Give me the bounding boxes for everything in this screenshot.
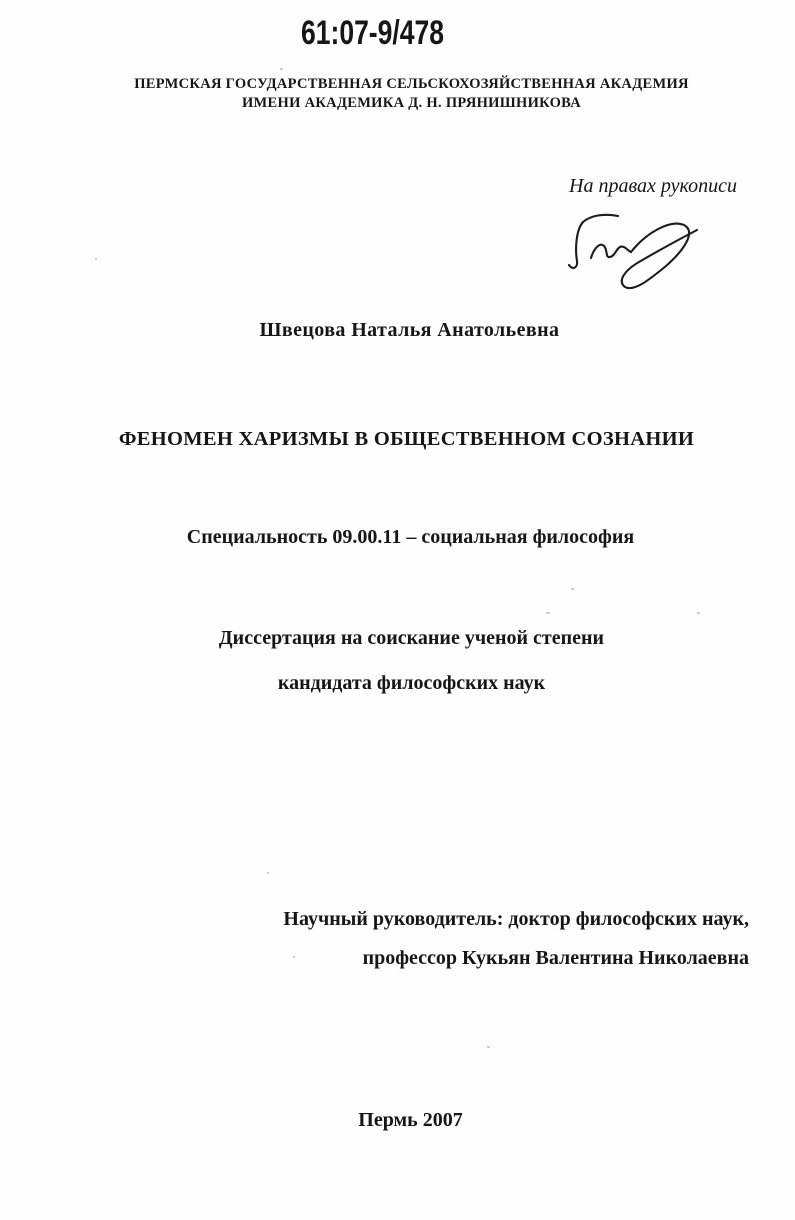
scan-artifact — [293, 956, 295, 958]
thesis-type-line-2: кандидата философских наук — [277, 672, 546, 694]
catalog-number: 61:07-9/478 — [300, 14, 445, 52]
supervisor-line-2: профессор Кукьян Валентина Николаевна — [362, 946, 749, 969]
author-name: Швецова Наталья Анатольевна — [259, 319, 560, 341]
manuscript-rights-note: На правах рукописи — [569, 175, 737, 197]
scan-artifact — [267, 872, 269, 874]
scan-artifact — [280, 68, 283, 70]
institution-header — [14, 75, 795, 112]
signature-icon — [550, 205, 740, 305]
thesis-type-block — [14, 616, 795, 706]
institution-line-1: ПЕРМСКАЯ ГОСУДАРСТВЕННАЯ СЕЛЬСКОХОЗЯЙСТВЕННАЯ АКАДЕМИЯ — [134, 76, 689, 92]
thesis-type-line-1: Диссертация на соискание ученой степени — [218, 627, 605, 649]
scan-artifact — [487, 1046, 490, 1048]
supervisor-line-1: Научный руководитель: доктор философских наук, — [283, 908, 749, 930]
scan-artifact — [546, 612, 550, 614]
scan-artifact — [571, 588, 574, 590]
dissertation-title: ФЕНОМЕН ХАРИЗМЫ В ОБЩЕСТВЕННОМ СОЗНАНИИ — [118, 428, 695, 450]
supervisor-block — [283, 900, 749, 977]
scan-artifact — [697, 612, 700, 614]
specialty-line: Специальность 09.00.11 – социальная философия — [186, 526, 635, 548]
city-year: Пермь 2007 — [358, 1109, 463, 1131]
scan-artifact — [95, 258, 97, 260]
institution-line-2: ИМЕНИ АКАДЕМИКА Д. Н. ПРЯНИШНИКОВА — [241, 94, 582, 111]
